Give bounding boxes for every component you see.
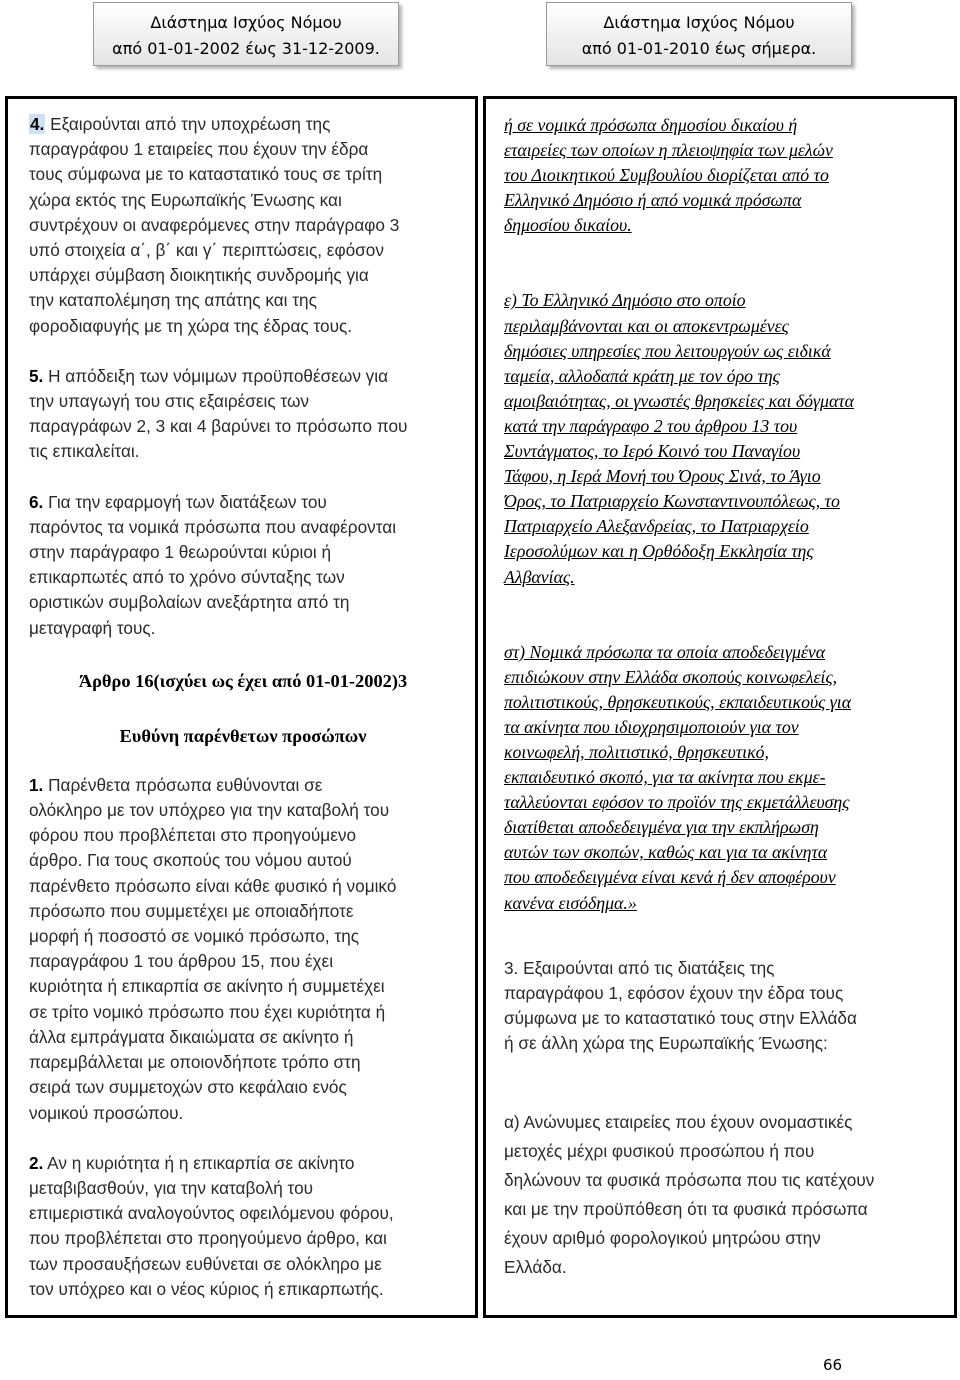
article-paragraph-1-line: σειρά των συμμετοχών στο κεφάλαιο ενός: [29, 1077, 347, 1098]
right-paragraph-3-line: ταλλεύονται εφόσον το προϊόν της εκμετάλλευσης: [504, 792, 850, 813]
article-paragraph-2-line: Αν η κυριότητα ή η επικαρπία σε ακίνητο: [43, 1152, 355, 1173]
paragraph-5-line: παραγράφων 2, 3 και 4 βαρύνει το πρόσωπο που: [29, 416, 408, 437]
article-paragraph-1-line: φόρου που προβλέπεται στο προηγούμενο: [29, 825, 357, 846]
right-paragraph-2-line: αμοιβαιότητας, οι γνωστές θρησκείες και δόγματα: [504, 390, 855, 411]
right-paragraph-5-line: Ελλάδα.: [504, 1257, 567, 1278]
header-left-line2: από 01-01-2002 έως 31-12-2009.: [112, 39, 380, 58]
paragraph-4-line: την καταπολέμηση της απάτης και της: [29, 290, 317, 311]
right-paragraph-4-line: ή σε άλλη χώρα της Ευρωπαϊκής Ένωσης:: [504, 1033, 828, 1054]
header-right-line1: Διάστημα Ισχύος Νόμου: [603, 13, 795, 32]
paragraph-6-number: 6.: [29, 491, 44, 512]
paragraph-4-line: τους σύμφωνα με το καταστατικό τους σε τρίτη: [29, 164, 383, 185]
right-paragraph-4-line: παραγράφου 1, εφόσον έχουν την έδρα τους: [504, 982, 844, 1003]
right-paragraph-3-line: που αποδεδειγμένα είναι κενά ή δεν αποφέρουν: [504, 867, 836, 888]
paragraph-6-line: επικαρπωτές από το χρόνο σύνταξης των: [29, 567, 345, 588]
article-paragraph-2: [29, 1151, 457, 1302]
right-paragraph-3-line: διατίθεται αποδεδειγμένα για την εκπλήρωση: [504, 817, 819, 838]
paragraph-6-line: Για την εφαρμογή των διατάξεων του: [43, 491, 327, 512]
article-paragraph-2-line: των προσαυξήσεων ευθύνεται σε ολόκληρο με: [29, 1253, 382, 1274]
header-right: [546, 2, 852, 66]
paragraph-4-line: συντρέχουν οι αναφερόμενες στην παράγραφο 3: [29, 214, 400, 235]
left-column: [5, 96, 478, 1318]
paragraph-5-line: την υπαγωγή του στις εξαιρέσεις των: [29, 391, 309, 412]
article-paragraph-1-number: 1.: [29, 774, 44, 795]
right-paragraph-2-line: Αλβανίας.: [504, 566, 575, 587]
article-paragraph-1-line: κυριότητα ή επικαρπία σε ακίνητο ή συμμετέχει: [29, 976, 385, 997]
article-paragraph-1-line: παρένθετο πρόσωπο είναι κάθε φυσικό ή νομικό: [29, 875, 397, 896]
right-paragraph-5-line: έχουν αριθμό φορολογικού μητρώου στην: [504, 1228, 821, 1249]
header-left: [93, 2, 399, 66]
article-subtitle: Ευθύνη παρένθετων προσώπων: [119, 725, 367, 746]
right-paragraph-2-line: ε) Το Ελληνικό Δημόσιο στο οποίο: [504, 290, 746, 311]
right-paragraph-3-line: αυτών των σκοπών, καθώς και για τα ακίνητα: [504, 842, 828, 863]
paragraph-5-number: 5.: [29, 365, 44, 386]
right-paragraph-3-line: τα ακίνητα που ιδιοχρησιμοποιούν για τον: [504, 716, 799, 737]
right-paragraph-2-line: Πατριαρχείο Αλεξανδρείας, το Πατριαρχείο: [504, 516, 809, 537]
right-paragraph-3-line: πολιτιστικούς, θρησκευτικούς, εκπαιδευτικούς για: [504, 691, 852, 712]
right-paragraph-2-line: Τάφου, η Ιερά Μονή του Όρους Σινά, το Άγιο: [504, 466, 821, 487]
right-column: [483, 96, 957, 1318]
paragraph-4-number: 4.: [30, 114, 45, 134]
right-paragraph-4: [504, 956, 940, 1057]
right-paragraph-2-line: Συντάγματος, το Ιερό Κοινό του Παναγίου: [504, 441, 801, 462]
paragraph-4-line: υπάρχει σύμβαση διοικητικής συνδρομής για: [29, 265, 369, 286]
paragraph-4: [29, 112, 457, 339]
right-paragraph-2-line: κατά την παράγραφο 2 του άρθρου 13 του: [504, 415, 798, 436]
right-paragraph-3-line: κοινωφελή, πολιτιστικό, θρησκευτικό,: [504, 741, 769, 762]
right-paragraph-2-line: Όρος, το Πατριαρχείο Κωνσταντινουπόλεως, το: [504, 491, 840, 512]
right-paragraph-3: [504, 640, 940, 916]
paragraph-4-line: παραγράφου 1 εταιρείες που έχουν την έδρα: [29, 139, 369, 160]
article-title: Άρθρο 16(ισχύει ως έχει από 01-01-2002)3: [78, 670, 408, 691]
article-paragraph-1-line: νομικού προσώπου.: [29, 1102, 184, 1123]
paragraph-6-line: στην παράγραφο 1 θεωρούνται κύριοι ή: [29, 542, 332, 563]
right-paragraph-1-line: ή σε νομικά πρόσωπα δημοσίου δικαίου ή: [504, 115, 798, 135]
right-paragraph-1-line: δημοσίου δικαίου.: [504, 215, 632, 236]
right-paragraph-1-line: εταιρείες των οποίων η πλειοψηφία των μελών: [504, 140, 833, 161]
paragraph-6-line: οριστικών συμβολαίων ανεξάρτητα από τη: [29, 592, 350, 613]
article-paragraph-2-line: που προβλέπεται στο προηγούμενο άρθρο, και: [29, 1228, 387, 1249]
article-paragraph-1-line: πρόσωπο που συμμετέχει με οποιαδήποτε: [29, 900, 354, 921]
right-paragraph-2-line: ταμεία, αλλοδαπά κράτη με τον όρο της: [504, 365, 780, 386]
right-paragraph-5-line: και με την προϋπόθεση ότι τα φυσικά πρόσωπα: [504, 1199, 868, 1220]
right-paragraph-5: [504, 1108, 940, 1282]
paragraph-6-line: παρόντος τα νομικά πρόσωπα που αναφέρονται: [29, 516, 397, 537]
article-paragraph-2-line: μεταβιβασθούν, για την καταβολή του: [29, 1177, 314, 1198]
paragraph-6-line: μεταγραφή τους.: [29, 617, 156, 638]
article-paragraph-1-line: σε τρίτο νομικό πρόσωπο που έχει κυριότητα ή: [29, 1001, 386, 1022]
header-left-line1: Διάστημα Ισχύος Νόμου: [150, 13, 342, 32]
right-paragraph-5-line: δηλώνουν τα φυσικά πρόσωπα που τις κατέχουν: [504, 1170, 875, 1191]
right-paragraph-2-line: δημόσιες υπηρεσίες που λειτουργούν ως ειδικά: [504, 340, 831, 361]
article-paragraph-2-number: 2.: [29, 1152, 44, 1173]
paragraph-5-line: Η απόδειξη των νόμιμων προϋποθέσεων για: [43, 365, 389, 386]
paragraph-6: [29, 490, 457, 641]
article-paragraph-1-line: μορφή ή ποσοστό σε νομικό πρόσωπο, της: [29, 926, 360, 947]
right-paragraph-5-line: α) Ανώνυμες εταιρείες που έχουν ονομαστικές: [504, 1112, 853, 1133]
paragraph-5: [29, 364, 457, 465]
paragraph-4-line: φοροδιαφυγής με τη χώρα της έδρας τους.: [29, 315, 353, 336]
right-paragraph-1-line: του Διοικητικού Συμβουλίου διορίζεται από το: [504, 165, 829, 186]
right-paragraph-1: [504, 113, 940, 238]
header-right-line2: από 01-01-2010 έως σήμερα.: [581, 39, 817, 58]
article-paragraph-1-line: άλλα εμπράγματα δικαιώματα σε ακίνητο ή: [29, 1026, 354, 1047]
right-paragraph-5-line: μετοχές μέχρι φυσικού προσώπου ή που: [504, 1141, 815, 1162]
right-paragraph-2-line: Ιεροσολύμων και η Ορθόδοξη Εκκλησία της: [504, 541, 814, 562]
right-paragraph-2: [504, 288, 940, 589]
right-paragraph-3-line: εκπαιδευτικό σκοπό, για τα ακίνητα που εκμε-: [504, 767, 826, 788]
paragraph-5-line: τις επικαλείται.: [29, 441, 140, 462]
right-paragraph-4-line: 3. Εξαιρούνται από τις διατάξεις της: [504, 957, 775, 978]
article-paragraph-1-line: παραγράφου 1 του άρθρου 15, που έχει: [29, 951, 334, 972]
paragraph-4-line: Εξαιρούνται από την υποχρέωση της: [45, 114, 331, 134]
article-paragraph-2-line: τον υπόχρεο και ο νέος κύριος ή επικαρπωτής.: [29, 1278, 384, 1299]
article-paragraph-1-line: Παρένθετα πρόσωπα ευθύνονται σε: [43, 774, 323, 795]
article-paragraph-2-line: επιμεριστικά αναλογούντος οφειλόμενου φόρου,: [29, 1203, 394, 1224]
article-paragraph-1-line: άρθρο. Για τους σκοπούς του νόμου αυτού: [29, 850, 352, 871]
right-paragraph-2-line: περιλαμβάνονται και οι αποκεντρωμένες: [504, 315, 789, 336]
right-paragraph-3-line: επιδιώκουν στην Ελλάδα σκοπούς κοινωφελείς,: [504, 666, 838, 687]
right-paragraph-3-line: στ) Νομικά πρόσωπα τα οποία αποδεδειγμένα: [504, 641, 826, 662]
page-number: 66: [823, 1356, 843, 1374]
paragraph-4-line: χώρα εκτός της Ευρωπαϊκής Ένωσης και: [29, 189, 342, 210]
paragraph-4-line: υπό στοιχεία α΄, β΄ και γ΄ περιπτώσεις, εφόσον: [29, 240, 384, 261]
right-paragraph-1-line: Ελληνικό Δημόσιο ή από νομικά πρόσωπα: [504, 190, 802, 211]
article-paragraph-1: [29, 773, 457, 1126]
right-paragraph-3-line: κανένα εισόδημα.»: [504, 892, 637, 913]
right-paragraph-4-line: σύμφωνα με το καταστατικό τους στην Ελλάδα: [504, 1008, 857, 1029]
article-paragraph-1-line: παρεμβάλλεται με οποιονδήποτε τρόπο στη: [29, 1052, 361, 1073]
article-paragraph-1-line: ολόκληρο με τον υπόχρεο για την καταβολή του: [29, 800, 390, 821]
